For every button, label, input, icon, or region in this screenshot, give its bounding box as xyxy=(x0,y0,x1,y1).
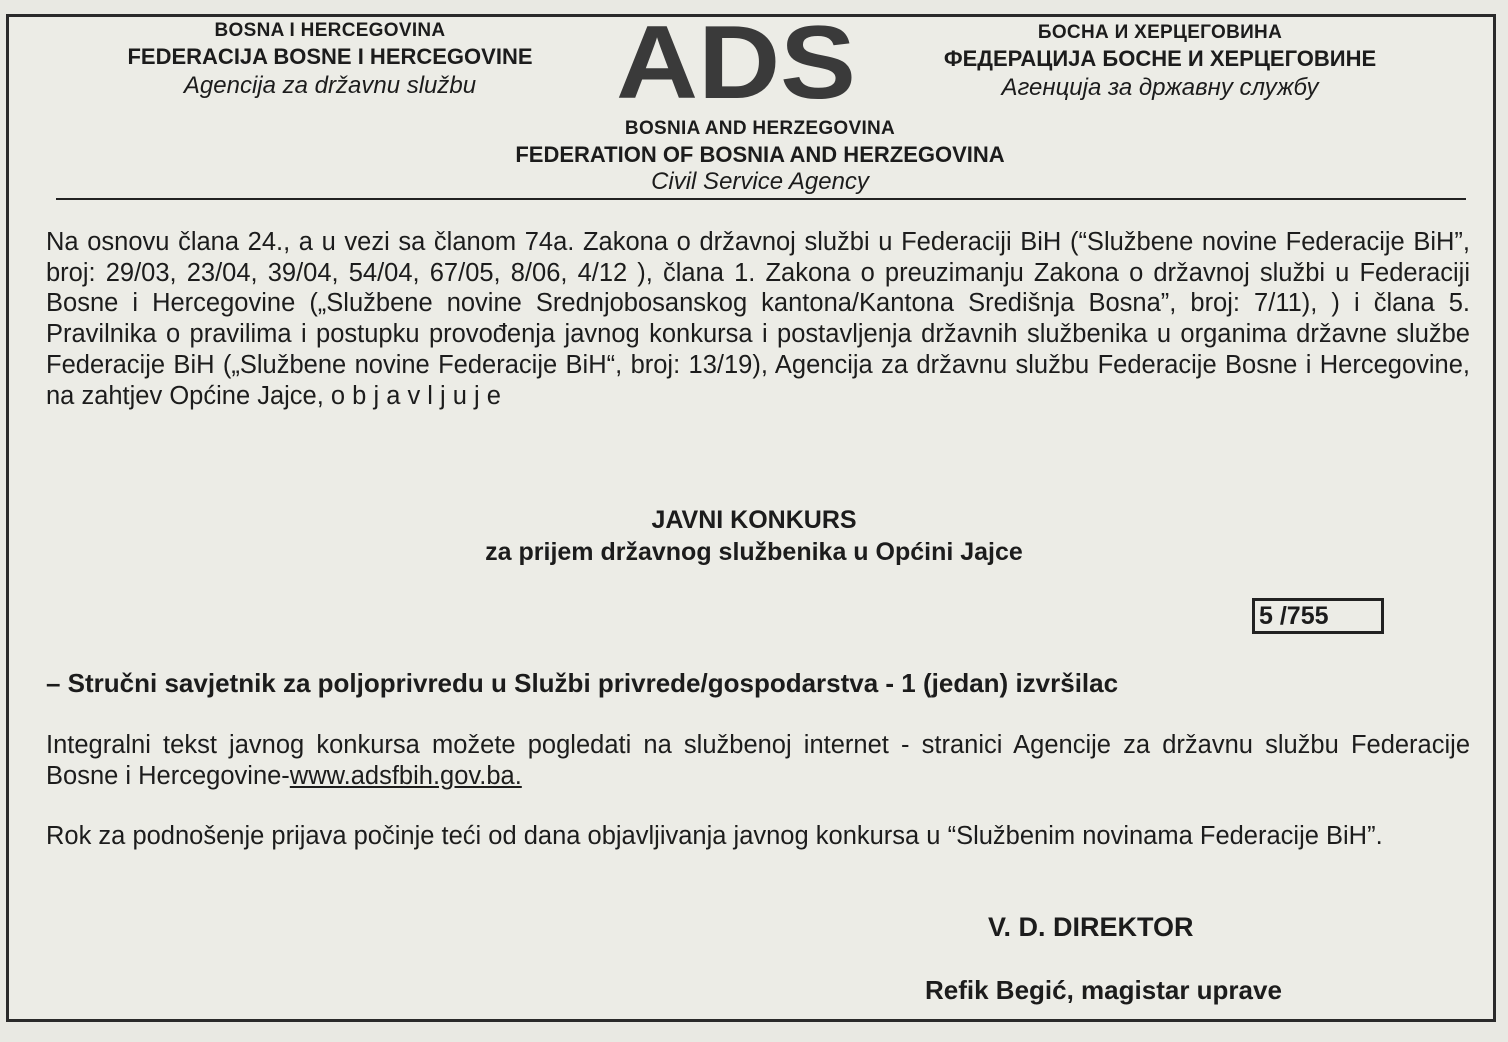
integral-text: Integralni tekst javnog konkursa možete pogledati na službenoj internet - stranici Agencije za državnu službu Federacije Bosne i Hercegovine- xyxy=(46,731,1470,790)
svg-text:ADS: ADS xyxy=(616,18,856,104)
position-title: – Stručni savjetnik za poljoprivredu u Službi privrede/gospodarstva - 1 (jedan) izvršilac xyxy=(46,668,1119,698)
ads-logo xyxy=(612,18,860,104)
header-left-federation: FEDERACIJA BOSNE I HERCEGOVINE xyxy=(127,44,533,69)
header-left-block xyxy=(60,20,600,100)
document-title: JAVNI KONKURS xyxy=(651,506,857,534)
header-center-block xyxy=(400,118,1120,196)
header-right-agency: Агенција за државну службу xyxy=(1001,74,1319,101)
agency-website-link[interactable]: www.adsfbih.gov.ba. xyxy=(289,761,522,790)
signature-name: Refik Begić, magistar uprave xyxy=(925,975,1282,1005)
header-right-country: БОСНА И ХЕРЦЕГОВИНА xyxy=(1037,22,1283,43)
integral-text-paragraph xyxy=(46,730,1470,791)
header-divider xyxy=(56,198,1466,200)
header-center-agency: Civil Service Agency xyxy=(651,168,869,195)
header-center-country: BOSNIA AND HERZEGOVINA xyxy=(624,118,896,139)
document-subtitle: za prijem državnog službenika u Općini Jajce xyxy=(485,538,1023,566)
header-center-federation: FEDERATION OF BOSNIA AND HERZEGOVINA xyxy=(515,142,1005,167)
header-left-agency: Agencija za državnu službu xyxy=(183,72,477,99)
deadline-paragraph: Rok za podnošenje prijava počinje teći od dana objavljivanja javnog konkursa u “Službenim novinama Federacije BiH”. xyxy=(46,822,1383,850)
reference-number-box: 5 /755 xyxy=(1252,598,1384,634)
intro-paragraph: Na osnovu člana 24., a u vezi sa članom 74a. Zakona o državnoj službi u Federaciji BiH (“Službene novine Federacije BiH”, broj: 29/03, 23/04, 39/04, 54/04, 67/05, 8/06, 4/12 ), člana 1. Zakona o preuzimanju Zakona o državnoj službi u Federaciji Bosne i Hercegovine („Službene novine Srednjobosanskog kantona/Kantona Središnja Bosna”, broj: 7/11), ) i člana 5. Pravilnika o pravilima i postupku provođenja javnog konkursa i postavljenja državnih službenika u organima državne službe Federacije BiH („Službene novine Federacije BiH“, broj: 13/19), Agencija za državnu službu Federacije Bosne i Hercegovine, na zahtjev Općine Jajce, o b j a v l j u j e xyxy=(46,228,1470,410)
header-right-block xyxy=(880,22,1440,102)
header-right-federation: ФЕДЕРАЦИЈА БОСНЕ И ХЕРЦЕГОВИНЕ xyxy=(943,46,1377,71)
header-left-country: BOSNA I HERCEGOVINA xyxy=(214,20,446,41)
signature-title: V. D. DIREKTOR xyxy=(988,912,1194,942)
